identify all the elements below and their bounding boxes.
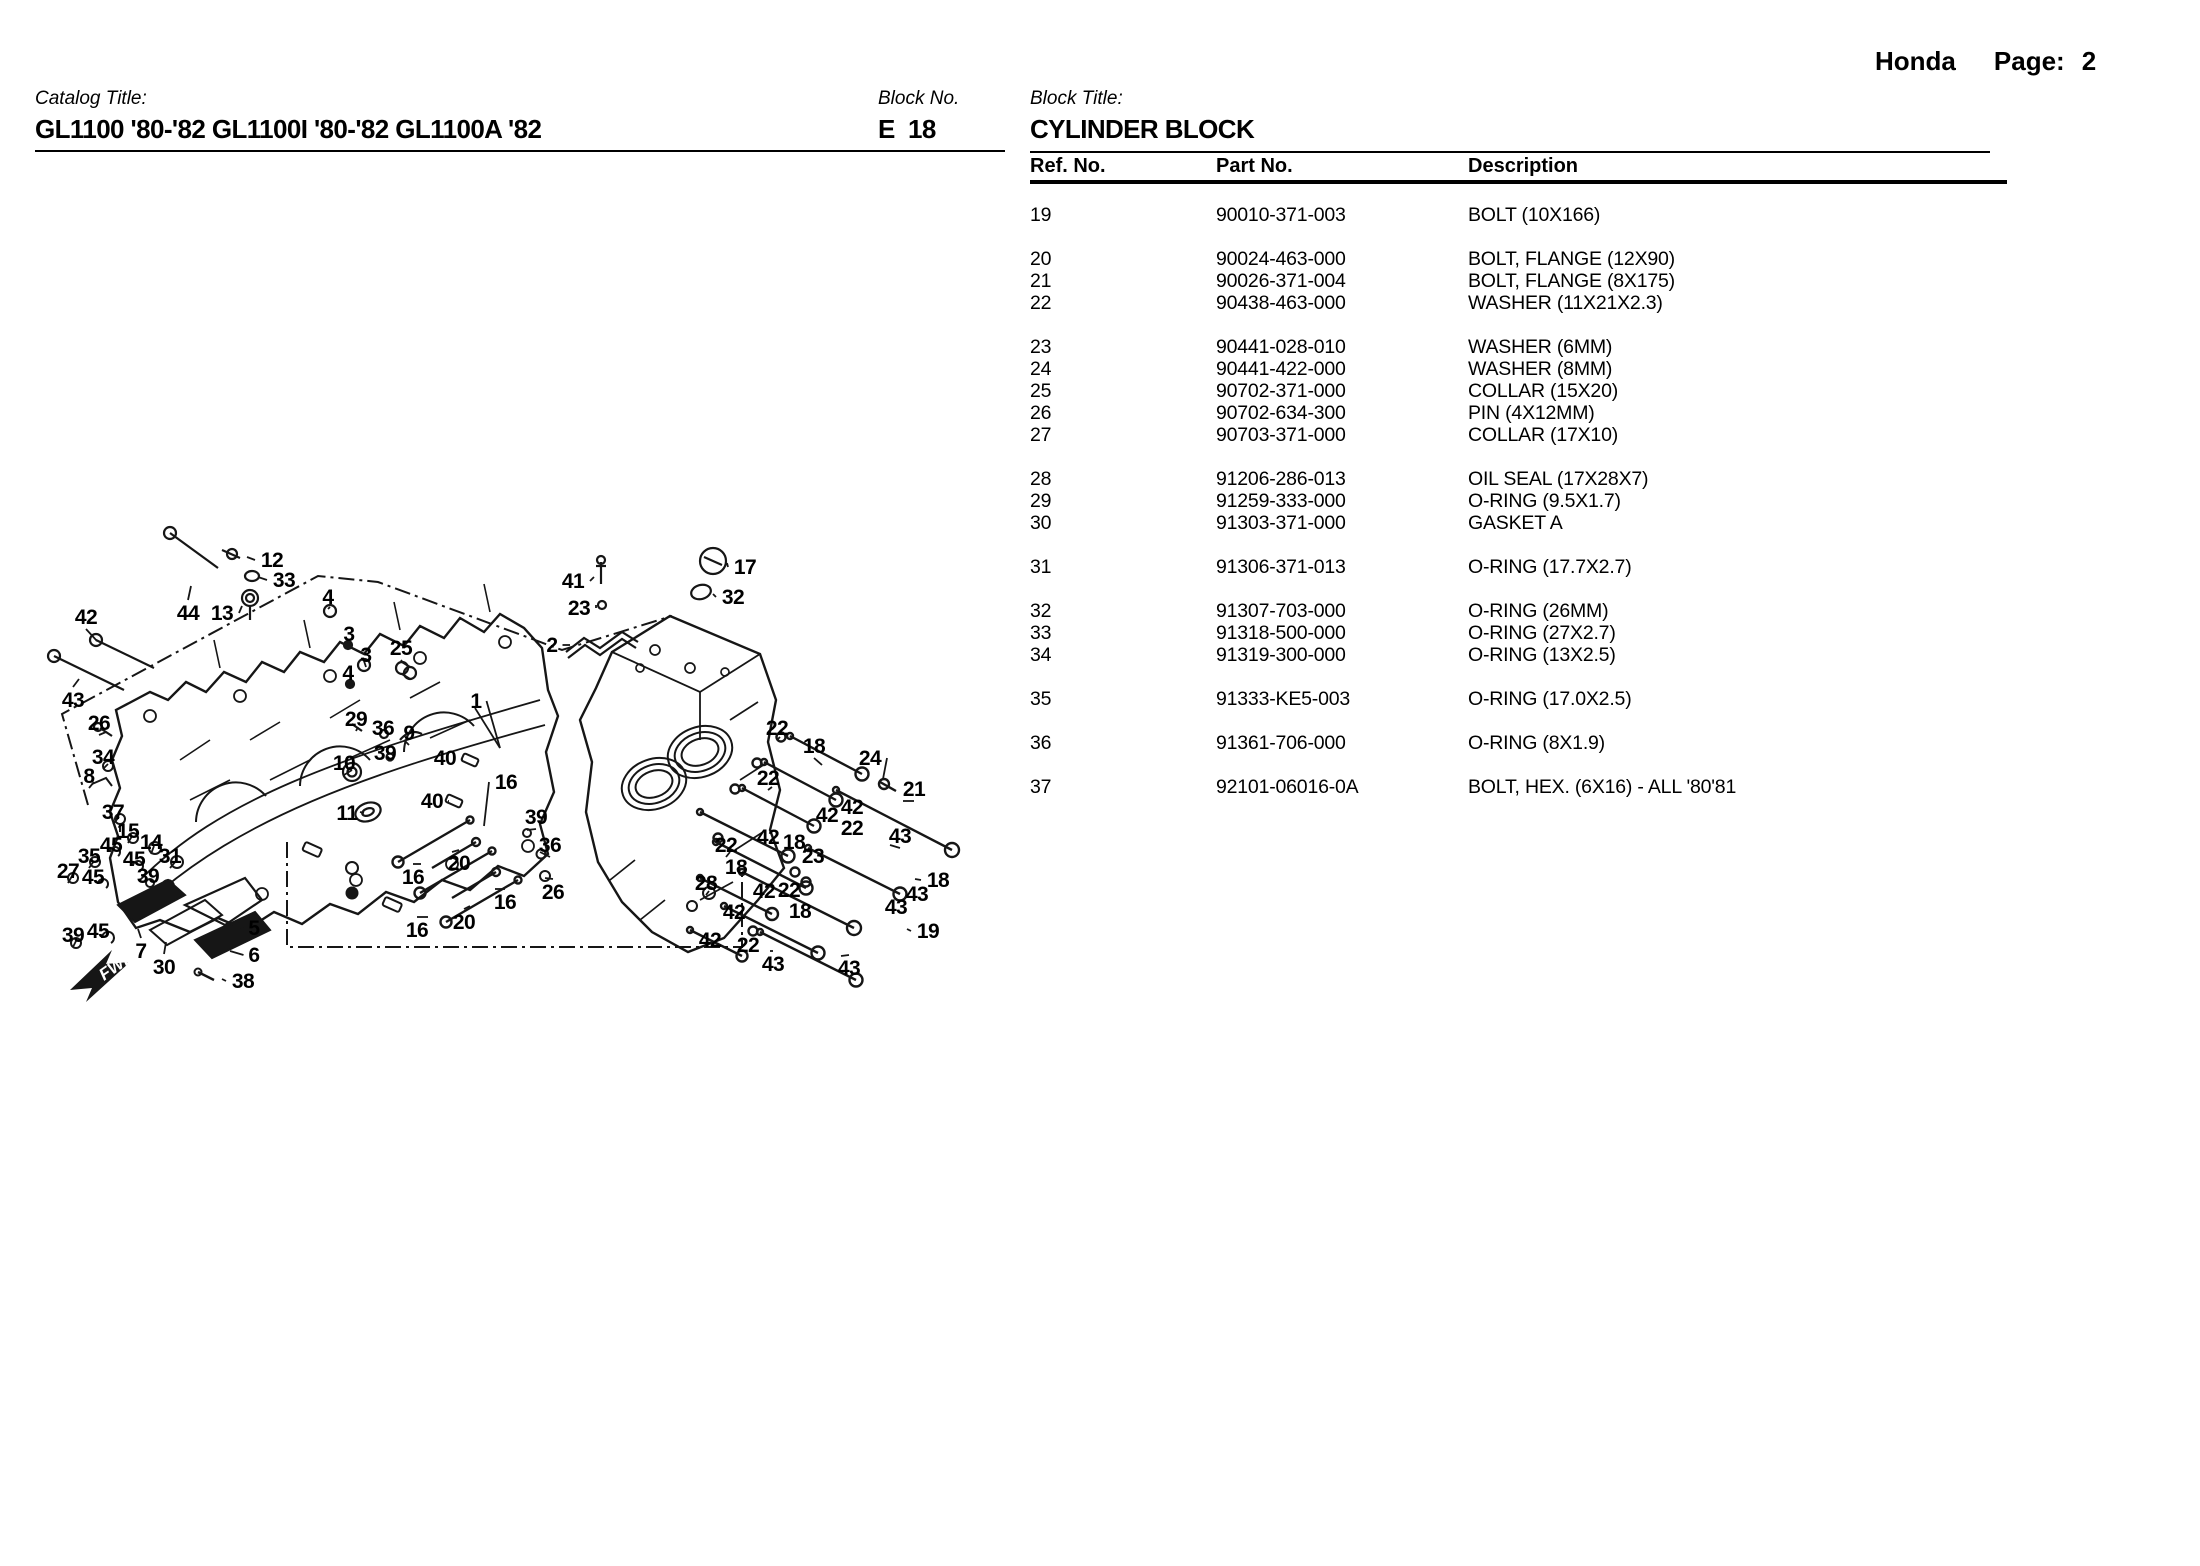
cell-part-no: 91361-706-000 — [1216, 732, 1346, 754]
part-label: 39 — [524, 806, 548, 829]
cell-part-no: 90441-028-010 — [1216, 336, 1346, 358]
part-label: 12 — [260, 549, 284, 572]
part-label: 4 — [342, 662, 354, 685]
part-label: 24 — [858, 747, 882, 770]
cell-ref-no: 25 — [1030, 380, 1052, 402]
part-label: 37 — [101, 801, 125, 824]
part-label: 42 — [756, 826, 780, 849]
part-label: 15 — [116, 820, 140, 843]
leader-line — [713, 594, 716, 597]
catalog-title: GL1100 '80-'82 GL1100I '80-'82 GL1100A '82 — [35, 114, 542, 144]
page-header — [1875, 46, 2096, 77]
cell-description: OIL SEAL (17X28X7) — [1468, 468, 1649, 490]
leader-line — [138, 929, 141, 938]
leader-line — [915, 879, 921, 880]
table-row — [1030, 688, 2090, 710]
cell-description: WASHER (8MM) — [1468, 358, 1613, 380]
part-label: 7 — [135, 940, 147, 963]
catalog-title-label: Catalog Title: — [35, 88, 147, 109]
part-label: 42 — [722, 901, 746, 924]
leader-line — [239, 606, 242, 613]
cell-description: BOLT, HEX. (6X16) - ALL '80'81 — [1468, 776, 1737, 798]
leader-line — [545, 878, 553, 879]
cell-part-no: 91307-703-000 — [1216, 600, 1346, 622]
part-label: 43 — [905, 883, 929, 906]
cell-description: O-RING (9.5X1.7) — [1468, 490, 1621, 512]
part-label: 25 — [389, 637, 413, 660]
table-row — [1030, 204, 2090, 226]
leader-line — [727, 563, 728, 567]
cell-ref-no: 32 — [1030, 600, 1052, 622]
cell-part-no: 91303-371-000 — [1216, 512, 1346, 534]
part-label: 16 — [405, 919, 429, 942]
cell-part-no: 90010-371-003 — [1216, 204, 1346, 226]
cell-part-no: 90441-422-000 — [1216, 358, 1346, 380]
block-title: CYLINDER BLOCK — [1030, 114, 1255, 144]
catalog-title-rule — [35, 150, 1005, 152]
cell-part-no: 91319-300-000 — [1216, 644, 1346, 666]
leader-line — [841, 955, 849, 956]
cell-ref-no: 29 — [1030, 490, 1052, 512]
part-label: 42 — [74, 606, 98, 629]
part-label: 45 — [122, 848, 146, 871]
part-label: 2 — [546, 634, 558, 657]
part-label: 19 — [916, 920, 940, 943]
leader-line — [484, 782, 489, 826]
table-row — [1030, 776, 2090, 798]
exploded-diagram — [30, 515, 1040, 1020]
cell-part-no: 91206-286-013 — [1216, 468, 1346, 490]
part-label: 13 — [210, 602, 234, 625]
table-row — [1030, 358, 2090, 380]
cell-ref-no: 34 — [1030, 644, 1052, 666]
part-label: 26 — [87, 712, 111, 735]
leader-line — [73, 679, 79, 687]
cell-part-no: 90438-463-000 — [1216, 292, 1346, 314]
cell-ref-no: 27 — [1030, 424, 1052, 446]
part-label: 22 — [756, 767, 780, 790]
page-number: 2 — [2081, 46, 2097, 76]
table-row — [1030, 622, 2090, 644]
part-label: 22 — [714, 834, 738, 857]
part-label: 9 — [403, 722, 415, 745]
part-label: 3 — [360, 644, 372, 667]
part-label: 40 — [433, 747, 457, 770]
part-label: 22 — [840, 817, 864, 840]
part-label: 1 — [470, 690, 482, 713]
part-label: 16 — [401, 866, 425, 889]
part-label: 18 — [926, 869, 950, 892]
part-label: 23 — [567, 597, 591, 620]
part-label: 16 — [494, 771, 518, 794]
cell-description: COLLAR (15X20) — [1468, 380, 1619, 402]
cell-description: WASHER (6MM) — [1468, 336, 1613, 358]
cell-ref-no: 28 — [1030, 468, 1052, 490]
cell-part-no: 90703-371-000 — [1216, 424, 1346, 446]
part-label: 22 — [765, 717, 789, 740]
part-label: 10 — [332, 752, 356, 775]
table-row — [1030, 424, 2090, 446]
cell-description: COLLAR (17X10) — [1468, 424, 1619, 446]
table-header-rule — [1030, 180, 2007, 184]
cell-ref-no: 31 — [1030, 556, 1052, 578]
leader-line — [814, 758, 822, 765]
table-row — [1030, 512, 2090, 534]
table-row — [1030, 270, 2090, 292]
cell-part-no: 90702-371-000 — [1216, 380, 1346, 402]
part-label: 38 — [231, 970, 255, 993]
table-row — [1030, 600, 2090, 622]
part-label: 41 — [561, 570, 585, 593]
part-label: 42 — [752, 880, 776, 903]
part-label: 18 — [788, 900, 812, 923]
part-label: 43 — [837, 957, 861, 980]
part-label: 21 — [902, 778, 926, 801]
fwd-label: FWD — [95, 946, 139, 985]
cell-ref-no: 21 — [1030, 270, 1052, 292]
table-row — [1030, 402, 2090, 424]
cell-description: GASKET A — [1468, 512, 1563, 534]
part-label: 20 — [452, 911, 476, 934]
part-label: 39 — [373, 742, 397, 765]
part-label: 43 — [61, 689, 85, 712]
part-label: 43 — [884, 896, 908, 919]
cell-ref-no: 37 — [1030, 776, 1052, 798]
part-label: 18 — [802, 735, 826, 758]
part-label: 39 — [136, 865, 160, 888]
part-label: 5 — [248, 917, 260, 940]
cell-part-no: 90026-371-004 — [1216, 270, 1346, 292]
table-row — [1030, 468, 2090, 490]
part-label: 32 — [721, 586, 745, 609]
cell-description: O-RING (13X2.5) — [1468, 644, 1616, 666]
leader-line — [247, 557, 255, 560]
cell-ref-no: 33 — [1030, 622, 1052, 644]
part-label: 16 — [493, 891, 517, 914]
part-label: 42 — [698, 929, 722, 952]
table-header — [1030, 155, 2007, 178]
cell-ref-no: 36 — [1030, 732, 1052, 754]
part-label: 22 — [777, 879, 801, 902]
part-label: 18 — [782, 831, 806, 854]
leader-line — [222, 979, 226, 981]
cell-ref-no: 19 — [1030, 204, 1052, 226]
leader-line — [360, 812, 364, 813]
part-label: 4 — [322, 586, 334, 609]
part-label: 20 — [447, 852, 471, 875]
part-label: 36 — [538, 834, 562, 857]
part-label: 6 — [248, 944, 260, 967]
part-label: 44 — [176, 602, 200, 625]
table-row — [1030, 248, 2090, 270]
part-label: 43 — [888, 825, 912, 848]
part-label: 14 — [139, 831, 163, 854]
part-label: 43 — [761, 953, 785, 976]
part-label: 30 — [152, 956, 176, 979]
part-label: 45 — [86, 920, 110, 943]
part-label: 17 — [733, 556, 757, 579]
table-row — [1030, 336, 2090, 358]
part-label: 3 — [343, 623, 355, 646]
cell-description: O-RING (27X2.7) — [1468, 622, 1616, 644]
cell-part-no: 91259-333-000 — [1216, 490, 1346, 512]
part-label: 8 — [83, 765, 95, 788]
part-label: 27 — [56, 860, 80, 883]
cell-part-no: 92101-06016-0A — [1216, 776, 1359, 798]
table-row — [1030, 380, 2090, 402]
part-label: 45 — [81, 866, 105, 889]
part-label: 40 — [420, 790, 444, 813]
part-label: 45 — [99, 834, 123, 857]
cell-description: O-RING (17.0X2.5) — [1468, 688, 1632, 710]
leader-line — [590, 577, 594, 581]
cell-description: O-RING (8X1.9) — [1468, 732, 1605, 754]
cell-part-no: 91333-KE5-003 — [1216, 688, 1351, 710]
part-label: 42 — [815, 804, 839, 827]
part-label: 29 — [344, 708, 368, 731]
block-no-label: Block No. — [878, 88, 960, 109]
cell-ref-no: 20 — [1030, 248, 1052, 270]
part-label: 33 — [272, 569, 296, 592]
cell-ref-no: 26 — [1030, 402, 1052, 424]
cell-part-no: 91318-500-000 — [1216, 622, 1346, 644]
cell-ref-no: 30 — [1030, 512, 1052, 534]
fwd-arrow — [70, 947, 138, 1002]
page-label: Page: — [1993, 46, 2065, 76]
part-label: 22 — [736, 934, 760, 957]
block-title-rule — [1030, 151, 1990, 153]
table-row — [1030, 556, 2090, 578]
part-label: 39 — [61, 924, 85, 947]
part-label: 35 — [77, 845, 101, 868]
part-label: 28 — [694, 872, 718, 895]
col-description: Description — [1468, 155, 1579, 177]
cell-part-no: 90702-634-300 — [1216, 402, 1346, 424]
cell-description: BOLT, FLANGE (8X175) — [1468, 270, 1675, 292]
cell-description: O-RING (26MM) — [1468, 600, 1609, 622]
part-label: 36 — [371, 717, 395, 740]
cell-description: PIN (4X12MM) — [1468, 402, 1595, 424]
part-label: 31 — [158, 845, 182, 868]
leader-line — [230, 951, 244, 955]
part-label: 18 — [724, 856, 748, 879]
table-row — [1030, 644, 2090, 666]
part-label: 34 — [91, 746, 115, 769]
cell-description: BOLT (10X166) — [1468, 204, 1601, 226]
parts-table — [1030, 204, 2090, 798]
cell-part-no: 90024-463-000 — [1216, 248, 1346, 270]
leader-line — [527, 829, 536, 830]
part-label: 23 — [801, 845, 825, 868]
part-label: 26 — [541, 881, 565, 904]
col-ref-no: Ref. No. — [1030, 155, 1106, 177]
block-no-value: E 18 — [878, 114, 936, 144]
part-label: 11 — [336, 802, 358, 825]
leader-line — [883, 758, 887, 779]
leader-line — [907, 929, 911, 931]
table-row — [1030, 292, 2090, 314]
block-title-label: Block Title: — [1030, 88, 1123, 109]
cell-ref-no: 22 — [1030, 292, 1052, 314]
cell-ref-no: 23 — [1030, 336, 1052, 358]
cell-ref-no: 24 — [1030, 358, 1052, 380]
brand-name: Honda — [1875, 46, 1956, 76]
table-row — [1030, 732, 2090, 754]
cell-ref-no: 35 — [1030, 688, 1052, 710]
cell-part-no: 91306-371-013 — [1216, 556, 1346, 578]
table-row — [1030, 490, 2090, 512]
part-label: 42 — [840, 796, 864, 819]
col-part-no: Part No. — [1216, 155, 1293, 177]
cell-description: O-RING (17.7X2.7) — [1468, 556, 1632, 578]
leader-line — [188, 586, 191, 600]
cell-description: BOLT, FLANGE (12X90) — [1468, 248, 1675, 270]
cell-description: WASHER (11X21X2.3) — [1468, 292, 1663, 314]
